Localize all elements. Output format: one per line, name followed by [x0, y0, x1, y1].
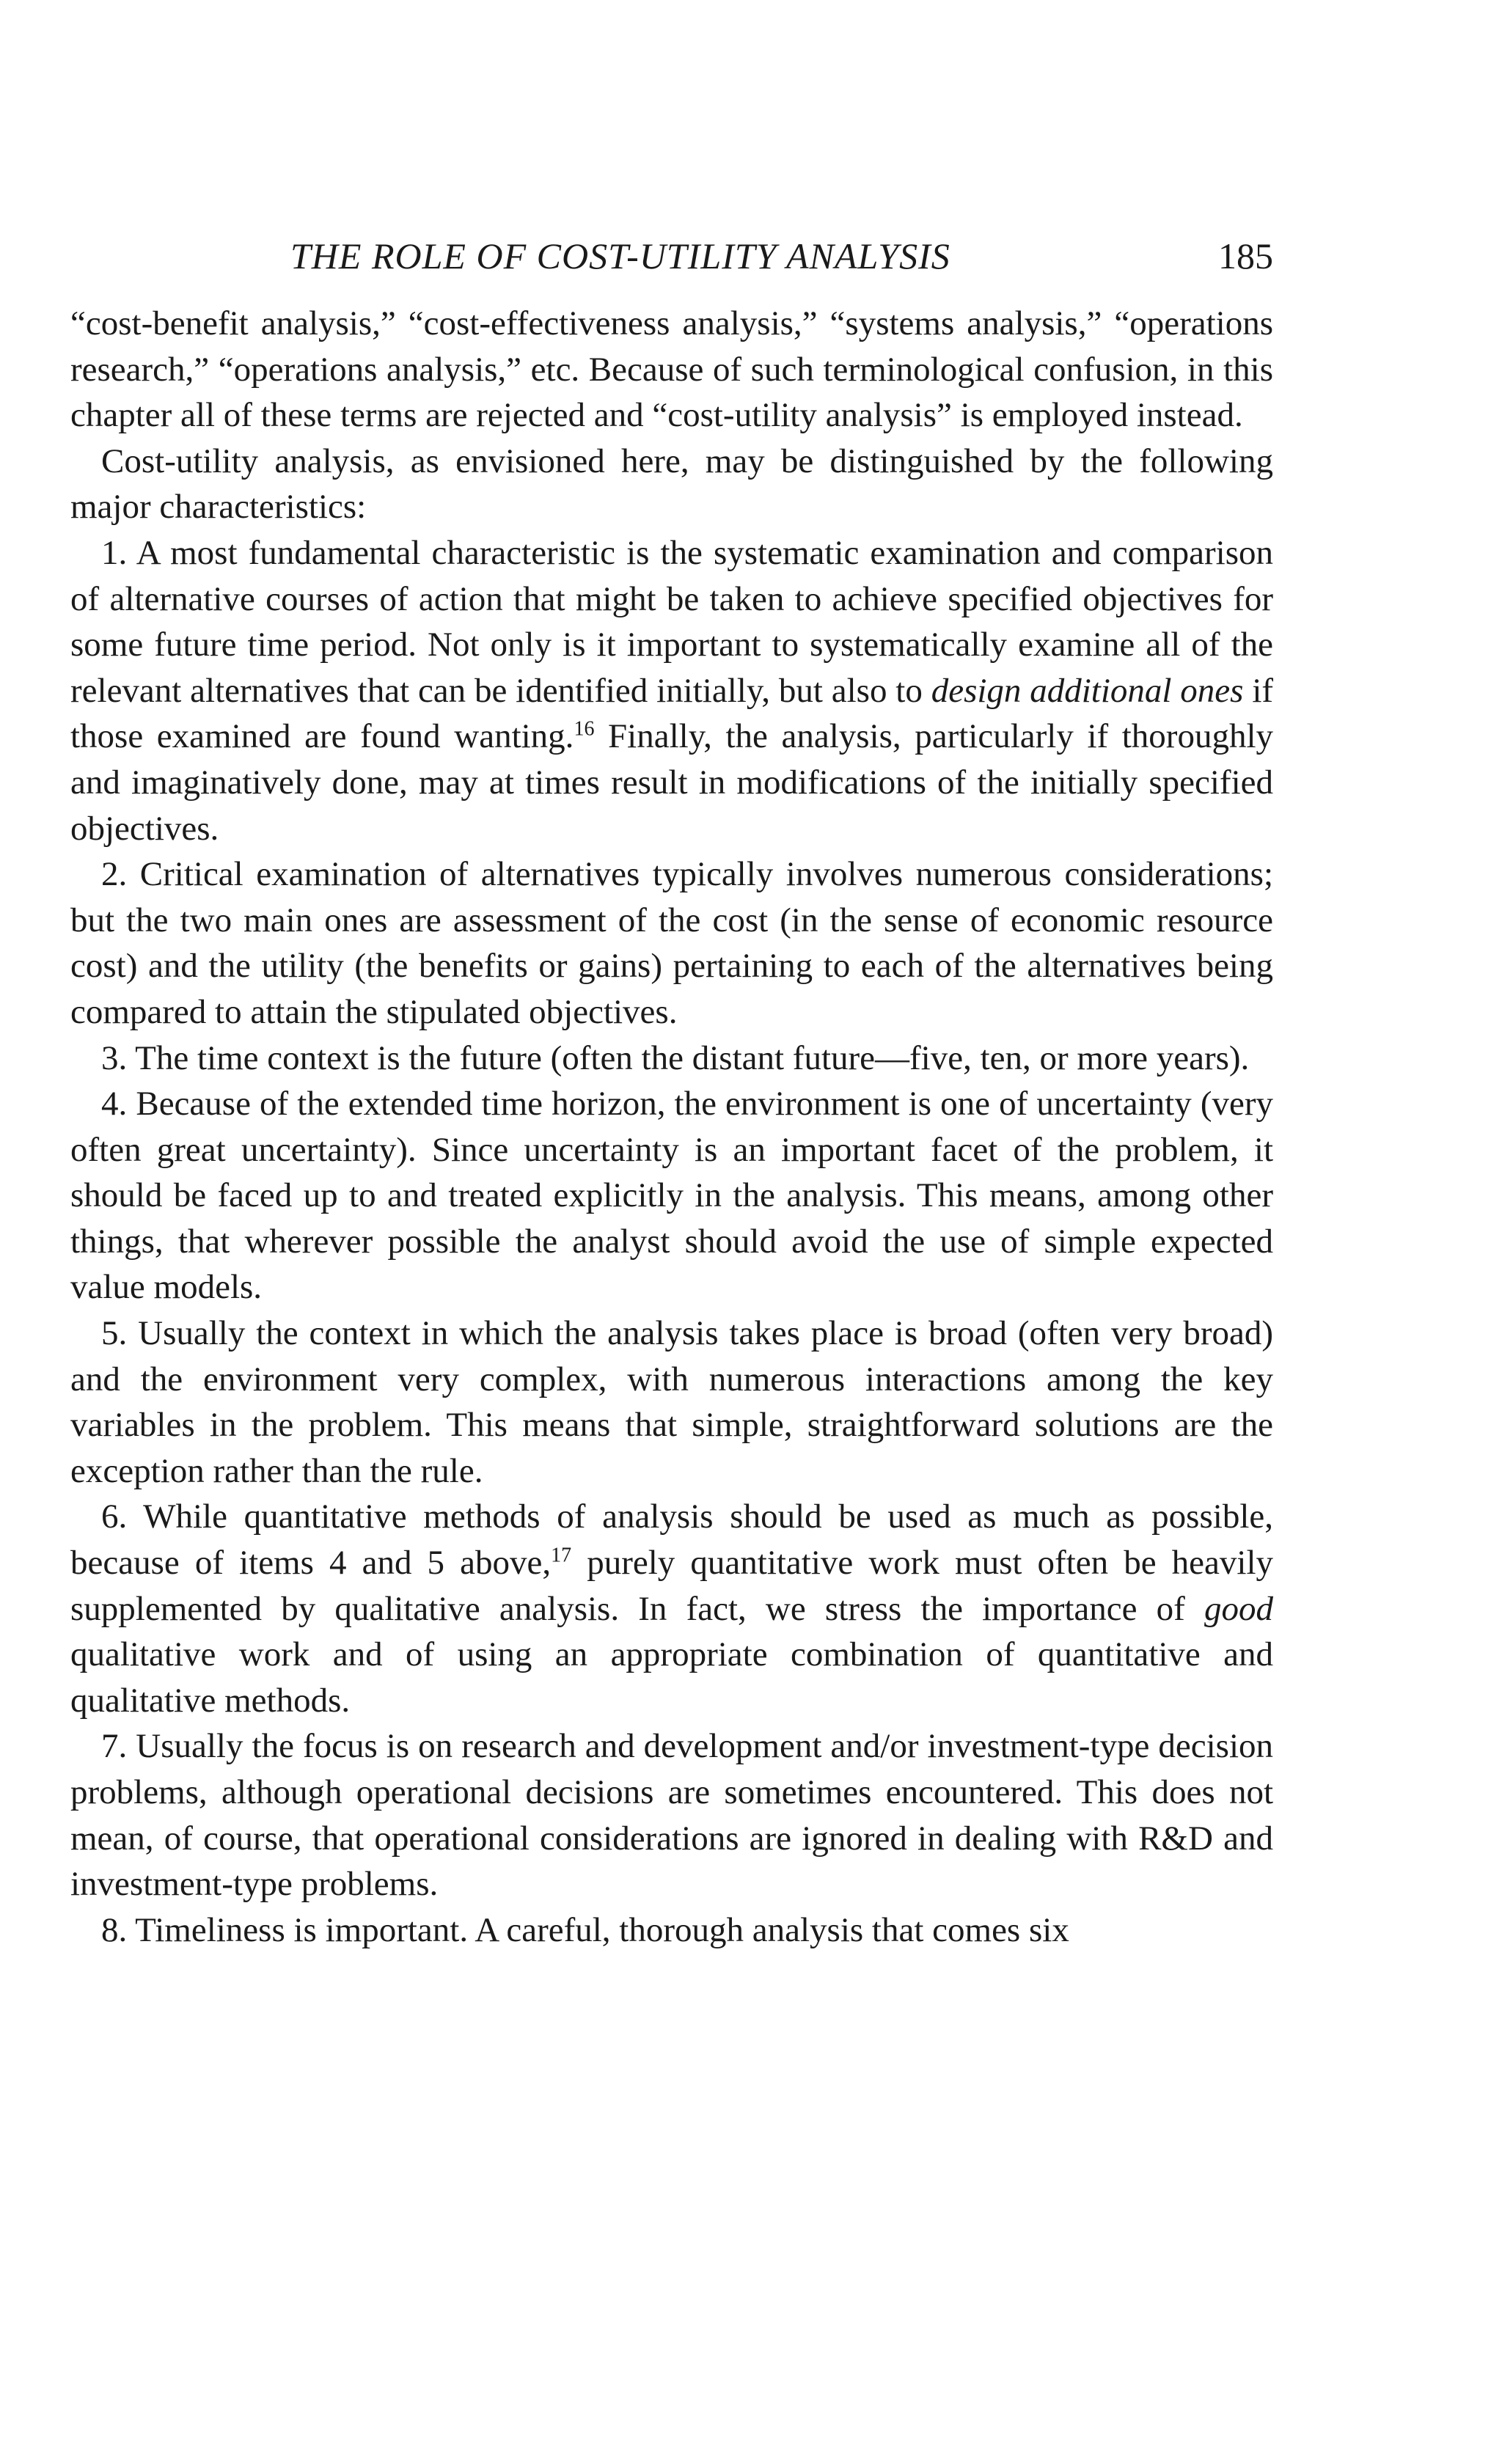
item-text: Because of the extended time horizon, the environment is one of uncertainty (very often great uncertainty). Since uncertainty is an important facet of the problem, it should be faced up to and treated explicitly in the analysis. This means, among other things, that wherever possible the analyst should avoid the use of simple expected value models.: [70, 1085, 1273, 1307]
item-text: While quantitative methods of analysis should be used as much as possible, because of items 4 and 5 above,: [70, 1497, 1273, 1583]
list-item-6: [70, 1494, 1273, 1723]
list-item-1: [70, 530, 1273, 851]
item-number: 1.: [101, 533, 128, 572]
running-title: THE ROLE OF COST-UTILITY ANALYSIS: [290, 235, 950, 276]
item-number: 4.: [101, 1085, 128, 1123]
page-number: 185: [1218, 235, 1273, 276]
body-text: [70, 301, 1273, 1953]
item-text: Usually the context in which the analysis takes place is broad (often very broad) and the environment very complex, with numerous interactions among the key variables in the problem. This means that simple, straightforward solutions are the exception rather than the rule.: [70, 1314, 1274, 1490]
item-text: Usually the focus is on research and development and/or investment-type decision problems, although operational decisions are sometimes encountered. This does not mean, of course, that operational considerations are ignored in dealing with R&D and investment-type problems.: [70, 1727, 1273, 1904]
item-text: qualitative work and of using an appropriate combination of quantitative and qualitative methods.: [70, 1635, 1273, 1720]
paragraph-text: “cost-benefit analysis,” “cost-effectiveness analysis,” “systems analysis,” “operations research,” “operations analysis,” etc. Because of such terminological confusion, in this chapter all of these terms are rejected and “cost-utility analysis” is employed instead.: [70, 304, 1273, 435]
item-text: if those examined are found wanting.: [70, 671, 1274, 756]
list-item-3: [70, 1035, 1273, 1082]
item-number: 3.: [101, 1038, 128, 1077]
book-page: [70, 220, 1273, 1953]
paragraph-text: Cost-utility analysis, as envisioned here, may be distinguished by the following major characteristics:: [70, 441, 1273, 527]
running-head: [70, 220, 1273, 286]
item-text: Critical examination of alternatives typically involves numerous considerations; but the two main ones are assessment of the cost (in the sense of economic resource cost) and the utility (the benefits or gains) pertaining to each of the alternatives being compared to attain the stipulated objectives.: [70, 855, 1274, 1031]
list-item-8: [70, 1907, 1273, 1954]
item-emphasis: design additional ones: [931, 671, 1244, 710]
list-item-4: [70, 1081, 1273, 1310]
paragraph-continuation: [70, 301, 1273, 439]
item-text: Finally, the analysis, particularly if thoroughly and imaginatively done, may at times result in modifications of the initially specified objectives.: [70, 717, 1273, 848]
item-number: 2.: [101, 855, 128, 894]
item-text: A most fundamental characteristic is the systematic examination and comparison of alternative courses of action that might be taken to achieve specified objectives for some future time period. Not only is it important to systematically examine all of the relevant alternatives that can be identified initially, but also to: [70, 533, 1273, 710]
item-number: 7.: [101, 1727, 128, 1766]
item-number: 6.: [101, 1497, 128, 1536]
paragraph-intro: [70, 439, 1273, 530]
list-item-2: [70, 851, 1273, 1035]
item-text: Timeliness is important. A careful, thorough analysis that comes six: [135, 1910, 1069, 1949]
footnote-ref-16: 16: [574, 717, 595, 741]
item-emphasis: good: [1204, 1589, 1273, 1628]
list-item-7: [70, 1723, 1273, 1907]
item-number: 5.: [101, 1314, 128, 1353]
item-text: purely quantitative work must often be heavily supplemented by qualitative analysis. In fact, we stress the importance of: [70, 1544, 1274, 1628]
footnote-ref-17: 17: [551, 1544, 572, 1567]
item-number: 8.: [101, 1910, 128, 1949]
item-text: The time context is the future (often the distant future—five, ten, or more years).: [135, 1038, 1250, 1077]
list-item-5: [70, 1310, 1273, 1494]
